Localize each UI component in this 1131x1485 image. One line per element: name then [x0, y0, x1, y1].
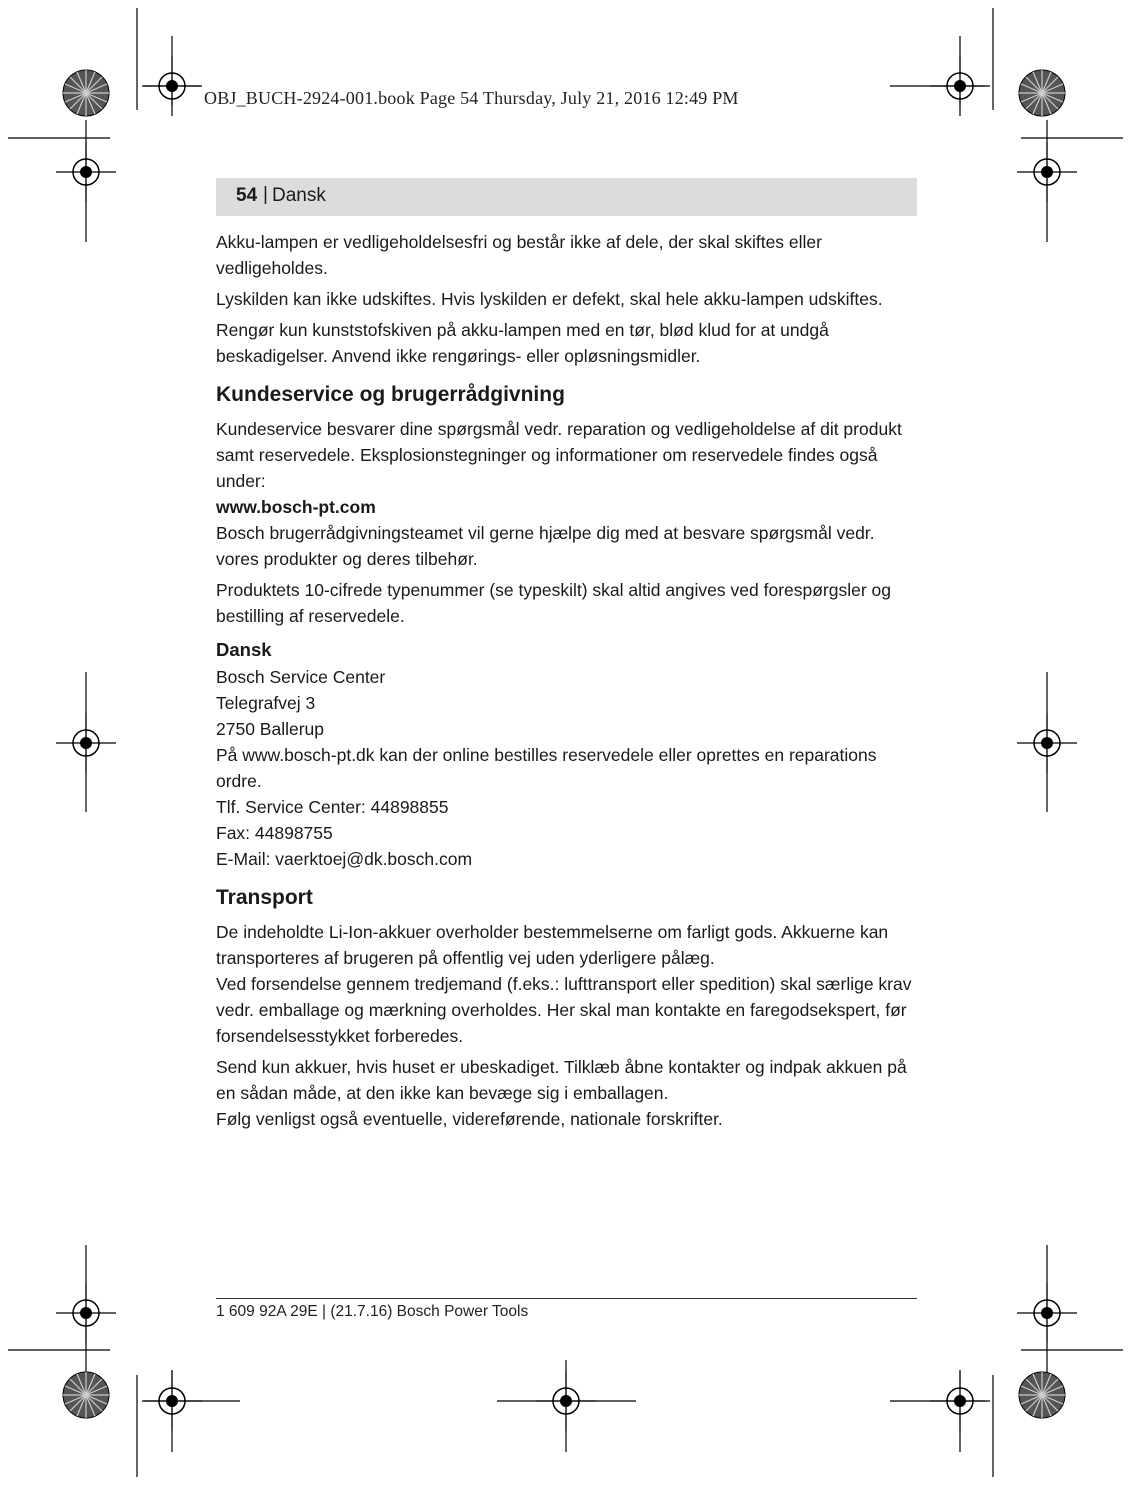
contact-name: Bosch Service Center — [216, 667, 386, 687]
footer-rule — [216, 1298, 917, 1299]
transport-paragraph-1: De indeholdte Li-Ion-akkuer overholder bestemmelserne om farligt gods. Akkuerne kan transporteres af brugeren på offentlig vej uden yderligere pålæg. — [216, 922, 889, 968]
transport-paragraph-3: Send kun akkuer, hvis huset er ubeskadiget. Tilklæb åbne kontakter og indpak akkuen på en sådan måde, at den ikke kan bevæge sig i emballagen. — [216, 1057, 907, 1103]
maintenance-paragraph-2: Lyskilden kan ikke udskiftes. Hvis lyskilden er defekt, skal hele akku-lampen udskiftes. — [216, 289, 883, 309]
page-content — [216, 229, 917, 1137]
customer-service-intro: Kundeservice besvarer dine spørgsmål vedr. reparation og vedligeholdelse af dit produkt samt reservedele. Eksplosionstegninger og informationer om reservedele findes også under: — [216, 419, 902, 491]
header-language: Dansk — [272, 185, 326, 206]
contact-phone: Tlf. Service Center: 44898855 — [216, 797, 449, 817]
maintenance-paragraph-3: Rengør kun kunststofskiven på akku-lampen med en tør, blød klud for at undgå beskadigelser. Anvend ikke rengørings- eller opløsningsmidler. — [216, 320, 829, 366]
advice-paragraph: Bosch brugerrådgivningsteamet vil gerne hjælpe dig med at besvare spørgsmål vedr. vores produkter og deres tilbehør. — [216, 523, 875, 569]
transport-paragraph-2: Ved forsendelse gennem tredjemand (f.eks.: lufttransport eller spedition) skal særlige krav vedr. emballage og mærkning overholdes. Her skal man kontakte en faregodsekspert, før forsendelsesstykket forberedes. — [216, 974, 912, 1046]
transport-heading: Transport — [216, 886, 313, 909]
print-slug: OBJ_BUCH-2924-001.book Page 54 Thursday, July 21, 2016 12:49 PM — [204, 88, 739, 108]
header-separator: | — [263, 184, 268, 205]
contact-street: Telegrafvej 3 — [216, 693, 316, 713]
contact-email: E-Mail: vaerktoej@dk.bosch.com — [216, 849, 473, 869]
contact-block — [216, 664, 917, 872]
website-link[interactable]: www.bosch-pt.com — [216, 497, 376, 517]
page-footer: 1 609 92A 29E | (21.7.16) Bosch Power Tools — [216, 1303, 529, 1320]
contact-city: 2750 Ballerup — [216, 719, 324, 739]
type-number-paragraph: Produktets 10-cifrede typenummer (se typeskilt) skal altid angives ved forespørgsler og bestilling af reservedele. — [216, 580, 892, 626]
contact-online-order: På www.bosch-pt.dk kan der online bestilles reservedele eller oprettes en reparations ordre. — [216, 745, 877, 791]
contact-heading: Dansk — [216, 639, 272, 660]
contact-fax: Fax: 44898755 — [216, 823, 333, 843]
transport-paragraph-4: Følg venligst også eventuelle, videreførende, nationale forskrifter. — [216, 1109, 723, 1129]
maintenance-paragraph-1: Akku-lampen er vedligeholdelsesfri og består ikke af dele, der skal skiftes eller vedligeholdes. — [216, 232, 822, 278]
customer-service-heading: Kundeservice og brugerrådgivning — [216, 383, 565, 406]
page-number: 54 — [236, 185, 258, 206]
page-header — [216, 178, 917, 216]
